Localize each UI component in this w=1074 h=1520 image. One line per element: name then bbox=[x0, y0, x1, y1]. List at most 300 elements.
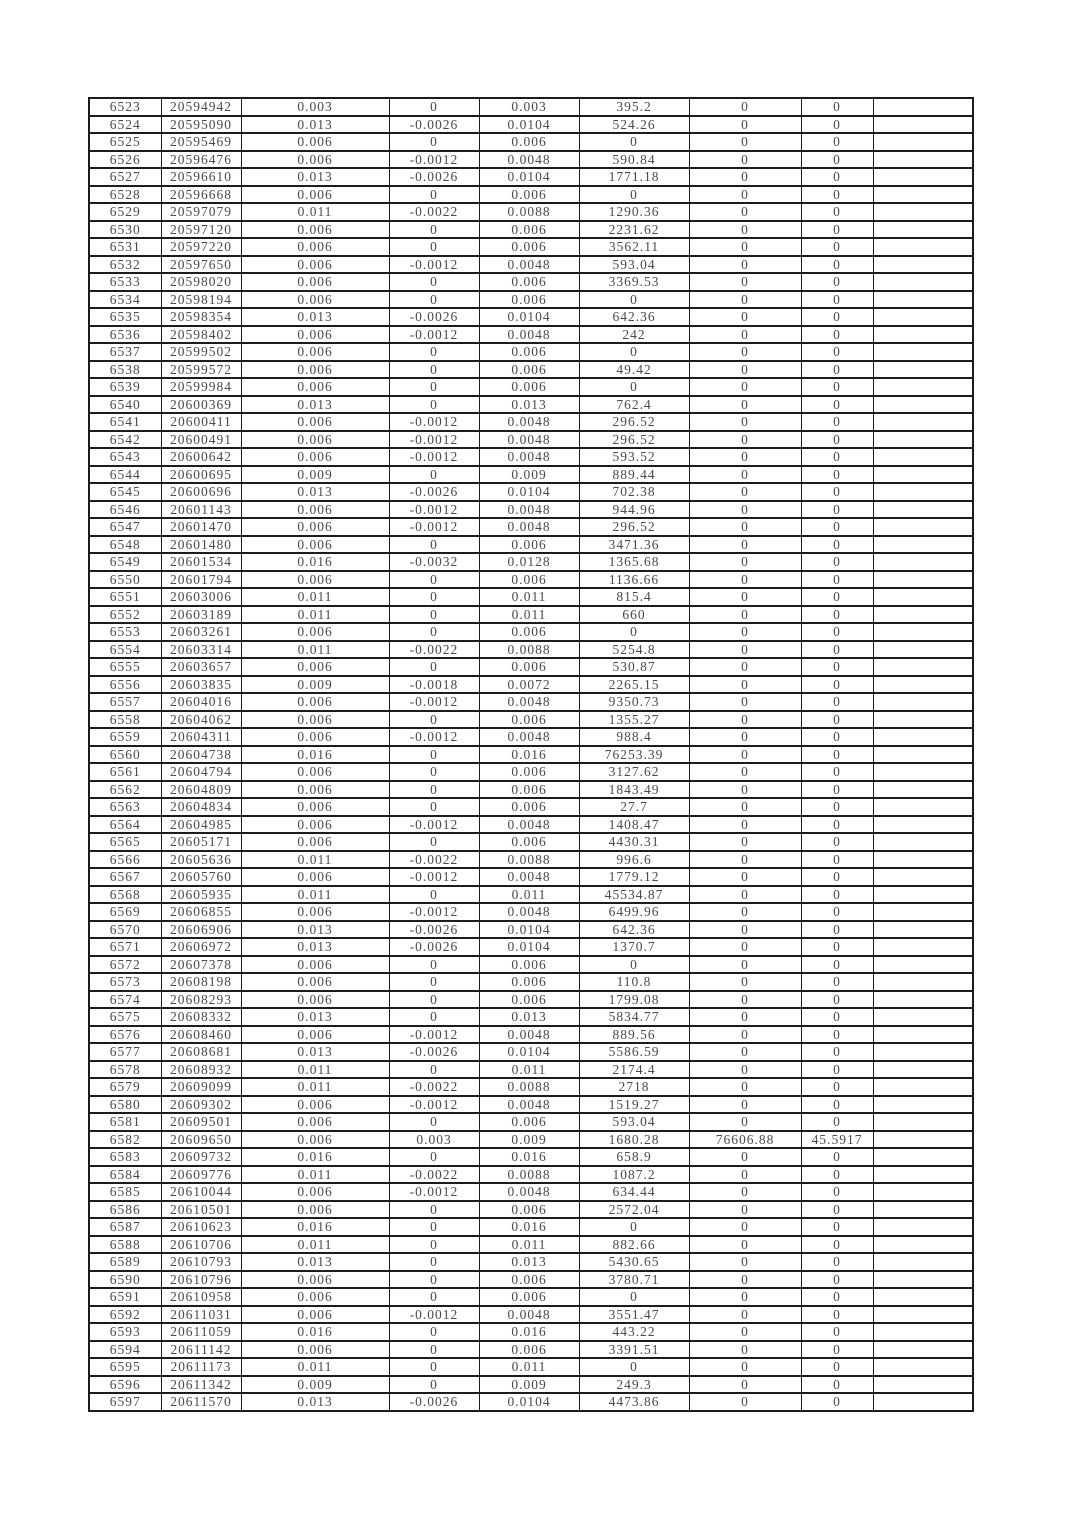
table-cell: 20610623 bbox=[161, 1218, 241, 1236]
table-cell: 0 bbox=[579, 291, 689, 309]
table-cell bbox=[873, 781, 973, 799]
table-cell: 20600696 bbox=[161, 483, 241, 501]
table-cell: 6573 bbox=[89, 973, 161, 991]
table-cell: 6531 bbox=[89, 238, 161, 256]
table-cell: 0 bbox=[689, 623, 801, 641]
table-row bbox=[89, 553, 973, 571]
table-cell: 2265.15 bbox=[579, 676, 689, 694]
table-cell: 0 bbox=[689, 658, 801, 676]
table-row bbox=[89, 1043, 973, 1061]
table-cell: 0 bbox=[389, 1288, 479, 1306]
table-cell: 6558 bbox=[89, 711, 161, 729]
table-cell: 0 bbox=[689, 308, 801, 326]
table-cell: 20608460 bbox=[161, 1026, 241, 1044]
table-cell: 0 bbox=[579, 343, 689, 361]
table-cell: 0.006 bbox=[241, 291, 389, 309]
table-cell bbox=[873, 851, 973, 869]
table-row bbox=[89, 203, 973, 221]
table-cell: -0.0026 bbox=[389, 938, 479, 956]
table-cell: 296.52 bbox=[579, 518, 689, 536]
table-row bbox=[89, 798, 973, 816]
table-cell: 0.006 bbox=[241, 238, 389, 256]
table-row bbox=[89, 1376, 973, 1394]
table-cell: 0.0048 bbox=[479, 868, 579, 886]
table-cell: 0.0048 bbox=[479, 903, 579, 921]
table-cell: 20598194 bbox=[161, 291, 241, 309]
table-cell: -0.0012 bbox=[389, 903, 479, 921]
table-cell: 20604794 bbox=[161, 763, 241, 781]
table-row bbox=[89, 816, 973, 834]
table-cell: 6556 bbox=[89, 676, 161, 694]
table-cell: 0 bbox=[689, 133, 801, 151]
table-cell: 20605760 bbox=[161, 868, 241, 886]
table-cell bbox=[873, 326, 973, 344]
table-cell: 0 bbox=[801, 1096, 873, 1114]
table-cell: 20600642 bbox=[161, 448, 241, 466]
table-cell: 0.011 bbox=[479, 1236, 579, 1254]
table-cell bbox=[873, 763, 973, 781]
table-cell: 0 bbox=[389, 781, 479, 799]
table-cell: 0 bbox=[689, 571, 801, 589]
table-cell: 2572.04 bbox=[579, 1201, 689, 1219]
table-cell: 0 bbox=[689, 431, 801, 449]
table-cell bbox=[873, 588, 973, 606]
table-cell: 0.011 bbox=[241, 1078, 389, 1096]
table-cell: 0.006 bbox=[241, 711, 389, 729]
table-cell: 0 bbox=[689, 903, 801, 921]
table-cell: 524.26 bbox=[579, 116, 689, 134]
table-cell: 889.56 bbox=[579, 1026, 689, 1044]
table-cell: 0 bbox=[389, 291, 479, 309]
table-row bbox=[89, 536, 973, 554]
table-cell: 0 bbox=[801, 1288, 873, 1306]
table-cell: -0.0012 bbox=[389, 501, 479, 519]
table-cell: 0.006 bbox=[479, 763, 579, 781]
table-cell: 0.006 bbox=[479, 1201, 579, 1219]
table-cell: 5586.59 bbox=[579, 1043, 689, 1061]
table-cell: 0 bbox=[579, 186, 689, 204]
table-cell: 20599572 bbox=[161, 361, 241, 379]
table-cell: 1779.12 bbox=[579, 868, 689, 886]
table-cell: 6575 bbox=[89, 1008, 161, 1026]
table-cell: 0.006 bbox=[241, 518, 389, 536]
table-cell: 0 bbox=[689, 1253, 801, 1271]
table-cell: 20598020 bbox=[161, 273, 241, 291]
table-cell: 20597079 bbox=[161, 203, 241, 221]
table-cell: 20601534 bbox=[161, 553, 241, 571]
table-cell: 0 bbox=[689, 1271, 801, 1289]
table-cell: 0 bbox=[689, 466, 801, 484]
table-cell: 0 bbox=[801, 308, 873, 326]
table-cell: 658.9 bbox=[579, 1148, 689, 1166]
table-cell: 0 bbox=[689, 98, 801, 116]
table-cell: 0.016 bbox=[241, 746, 389, 764]
table-cell: 0 bbox=[801, 956, 873, 974]
table-row bbox=[89, 676, 973, 694]
table-cell: 0 bbox=[689, 1026, 801, 1044]
table-cell bbox=[873, 1096, 973, 1114]
table-cell: 20596476 bbox=[161, 151, 241, 169]
table-row bbox=[89, 1358, 973, 1376]
table-cell: -0.0012 bbox=[389, 1026, 479, 1044]
table-cell: 0 bbox=[389, 606, 479, 624]
table-cell: 20600695 bbox=[161, 466, 241, 484]
table-cell: 0.006 bbox=[479, 781, 579, 799]
table-cell: 0.006 bbox=[241, 763, 389, 781]
table-cell: 0 bbox=[801, 746, 873, 764]
table-cell: 0 bbox=[689, 1358, 801, 1376]
table-row bbox=[89, 273, 973, 291]
table-cell: 6535 bbox=[89, 308, 161, 326]
table-cell: 0.006 bbox=[241, 378, 389, 396]
table-cell: 20608293 bbox=[161, 991, 241, 1009]
table-cell: 0.009 bbox=[241, 676, 389, 694]
table-cell: 1519.27 bbox=[579, 1096, 689, 1114]
table-cell: 6592 bbox=[89, 1306, 161, 1324]
table-cell: 0 bbox=[801, 203, 873, 221]
table-cell bbox=[873, 448, 973, 466]
table-cell: 0 bbox=[689, 1201, 801, 1219]
table-cell: 0 bbox=[801, 256, 873, 274]
table-cell: 0.006 bbox=[241, 728, 389, 746]
table-cell: 0 bbox=[801, 518, 873, 536]
table-cell: -0.0026 bbox=[389, 308, 479, 326]
table-cell: 0 bbox=[689, 186, 801, 204]
table-row bbox=[89, 483, 973, 501]
table-cell: 0 bbox=[801, 483, 873, 501]
table-cell bbox=[873, 1148, 973, 1166]
table-cell: 1355.27 bbox=[579, 711, 689, 729]
table-row bbox=[89, 956, 973, 974]
table-cell: 0 bbox=[801, 221, 873, 239]
table-cell: 20608198 bbox=[161, 973, 241, 991]
table-cell: 0 bbox=[689, 483, 801, 501]
table-cell: 0.006 bbox=[479, 273, 579, 291]
table-cell: 0 bbox=[689, 1183, 801, 1201]
table-cell: 0 bbox=[689, 1113, 801, 1131]
table-cell: 20603189 bbox=[161, 606, 241, 624]
table-cell: 6550 bbox=[89, 571, 161, 589]
table-cell: 0 bbox=[689, 1218, 801, 1236]
table-cell: 0 bbox=[689, 991, 801, 1009]
table-cell: 0.013 bbox=[241, 1043, 389, 1061]
table-cell: 6579 bbox=[89, 1078, 161, 1096]
table-cell: 0 bbox=[801, 991, 873, 1009]
table-cell: 6591 bbox=[89, 1288, 161, 1306]
table-cell: -0.0012 bbox=[389, 151, 479, 169]
table-cell: 0 bbox=[389, 1271, 479, 1289]
table-cell bbox=[873, 1253, 973, 1271]
table-cell: 0.006 bbox=[479, 711, 579, 729]
table-cell bbox=[873, 833, 973, 851]
table-cell: 0 bbox=[389, 238, 479, 256]
table-cell: 0 bbox=[689, 256, 801, 274]
table-cell: 0.011 bbox=[241, 1166, 389, 1184]
table-cell: 0.006 bbox=[241, 501, 389, 519]
table-cell: 0 bbox=[801, 343, 873, 361]
table-cell: -0.0032 bbox=[389, 553, 479, 571]
table-cell bbox=[873, 658, 973, 676]
table-row bbox=[89, 361, 973, 379]
table-row bbox=[89, 868, 973, 886]
table-cell: 76253.39 bbox=[579, 746, 689, 764]
table-cell: 0 bbox=[801, 396, 873, 414]
table-cell: 0.0104 bbox=[479, 483, 579, 501]
table-cell bbox=[873, 116, 973, 134]
table-cell: 0 bbox=[689, 413, 801, 431]
table-cell: 6581 bbox=[89, 1113, 161, 1131]
table-cell bbox=[873, 676, 973, 694]
table-cell: 0.006 bbox=[241, 1113, 389, 1131]
table-cell: 0 bbox=[801, 326, 873, 344]
table-cell bbox=[873, 1358, 973, 1376]
table-row bbox=[89, 291, 973, 309]
table-cell: 6524 bbox=[89, 116, 161, 134]
table-cell: 0 bbox=[389, 378, 479, 396]
table-cell: 0 bbox=[801, 868, 873, 886]
table-cell: 0 bbox=[689, 886, 801, 904]
table-cell: 0 bbox=[801, 273, 873, 291]
table-cell: 3471.36 bbox=[579, 536, 689, 554]
table-cell: 6580 bbox=[89, 1096, 161, 1114]
table-cell: 0 bbox=[801, 1148, 873, 1166]
table-cell: -0.0022 bbox=[389, 1078, 479, 1096]
table-cell: 0.0088 bbox=[479, 1078, 579, 1096]
table-cell: 702.38 bbox=[579, 483, 689, 501]
table-cell: 0.0048 bbox=[479, 413, 579, 431]
table-cell: 0 bbox=[689, 728, 801, 746]
table-cell: 0 bbox=[389, 536, 479, 554]
table-cell: 6583 bbox=[89, 1148, 161, 1166]
table-cell: 0.011 bbox=[241, 1061, 389, 1079]
table-cell: 0 bbox=[389, 1253, 479, 1271]
table-cell: 20611031 bbox=[161, 1306, 241, 1324]
table-cell: 1843.49 bbox=[579, 781, 689, 799]
table-cell: 20609776 bbox=[161, 1166, 241, 1184]
table-cell: 0 bbox=[801, 361, 873, 379]
table-cell: 20608332 bbox=[161, 1008, 241, 1026]
table-cell: 6499.96 bbox=[579, 903, 689, 921]
table-cell: 0.0104 bbox=[479, 938, 579, 956]
table-cell: 0.006 bbox=[241, 1288, 389, 1306]
table-cell: 6563 bbox=[89, 798, 161, 816]
table-cell: 20598402 bbox=[161, 326, 241, 344]
table-cell: 6544 bbox=[89, 466, 161, 484]
table-cell bbox=[873, 816, 973, 834]
table-cell: 1771.18 bbox=[579, 168, 689, 186]
table-cell: -0.0026 bbox=[389, 1043, 479, 1061]
table-cell: 0 bbox=[689, 1148, 801, 1166]
table-body bbox=[89, 98, 973, 1411]
table-cell: 0 bbox=[689, 343, 801, 361]
table-cell: 0 bbox=[389, 1218, 479, 1236]
table-cell: 0 bbox=[389, 623, 479, 641]
table-row bbox=[89, 168, 973, 186]
table-cell: 0.006 bbox=[479, 186, 579, 204]
table-cell bbox=[873, 378, 973, 396]
table-cell: 6590 bbox=[89, 1271, 161, 1289]
table-cell: 6572 bbox=[89, 956, 161, 974]
table-cell: 6530 bbox=[89, 221, 161, 239]
table-cell: 6534 bbox=[89, 291, 161, 309]
table-cell: 0 bbox=[389, 1358, 479, 1376]
table-cell bbox=[873, 1008, 973, 1026]
table-cell: 0.013 bbox=[241, 938, 389, 956]
table-cell: 0.0048 bbox=[479, 256, 579, 274]
table-cell bbox=[873, 571, 973, 589]
table-cell: 0.011 bbox=[241, 641, 389, 659]
table-cell: 0 bbox=[579, 1358, 689, 1376]
table-cell: 0 bbox=[689, 1008, 801, 1026]
table-cell: 0.0104 bbox=[479, 308, 579, 326]
table-cell: 20611142 bbox=[161, 1341, 241, 1359]
table-cell: 0.0088 bbox=[479, 641, 579, 659]
data-table bbox=[88, 97, 974, 1412]
table-cell: 0.006 bbox=[479, 833, 579, 851]
table-cell bbox=[873, 641, 973, 659]
table-cell: 49.42 bbox=[579, 361, 689, 379]
table-cell: 20600369 bbox=[161, 396, 241, 414]
table-cell: 0 bbox=[801, 1341, 873, 1359]
table-cell: 20606906 bbox=[161, 921, 241, 939]
table-cell: 0 bbox=[689, 326, 801, 344]
table-cell bbox=[873, 238, 973, 256]
table-cell: 6523 bbox=[89, 98, 161, 116]
table-cell: 0.0048 bbox=[479, 1026, 579, 1044]
table-cell bbox=[873, 168, 973, 186]
table-cell: 996.6 bbox=[579, 851, 689, 869]
table-cell bbox=[873, 151, 973, 169]
table-cell: 6560 bbox=[89, 746, 161, 764]
table-cell: 0 bbox=[801, 938, 873, 956]
table-cell: 0.0048 bbox=[479, 431, 579, 449]
table-cell: 0 bbox=[389, 746, 479, 764]
table-row bbox=[89, 886, 973, 904]
table-cell: 0 bbox=[579, 623, 689, 641]
table-cell: 593.04 bbox=[579, 256, 689, 274]
table-cell: 20609650 bbox=[161, 1131, 241, 1149]
table-cell bbox=[873, 1026, 973, 1044]
table-cell: 0.011 bbox=[241, 606, 389, 624]
table-cell: 45.5917 bbox=[801, 1131, 873, 1149]
table-cell: 0 bbox=[801, 1183, 873, 1201]
table-cell: 6545 bbox=[89, 483, 161, 501]
table-cell: 0.006 bbox=[479, 361, 579, 379]
table-cell: 0.006 bbox=[241, 623, 389, 641]
table-cell: 815.4 bbox=[579, 588, 689, 606]
table-row bbox=[89, 1253, 973, 1271]
table-cell: 0.006 bbox=[479, 956, 579, 974]
table-cell: 0 bbox=[689, 238, 801, 256]
table-cell: 0.016 bbox=[241, 553, 389, 571]
table-cell: 6588 bbox=[89, 1236, 161, 1254]
table-cell: 27.7 bbox=[579, 798, 689, 816]
table-cell: 1408.47 bbox=[579, 816, 689, 834]
table-cell: 0 bbox=[689, 378, 801, 396]
table-cell: 0 bbox=[689, 221, 801, 239]
table-cell: 0.011 bbox=[479, 588, 579, 606]
table-cell bbox=[873, 186, 973, 204]
table-cell: 0 bbox=[579, 1288, 689, 1306]
table-cell: 0 bbox=[389, 798, 479, 816]
table-cell: 0.013 bbox=[241, 1393, 389, 1411]
table-cell: 590.84 bbox=[579, 151, 689, 169]
table-cell: 6557 bbox=[89, 693, 161, 711]
table-cell: 6539 bbox=[89, 378, 161, 396]
table-cell: 6596 bbox=[89, 1376, 161, 1394]
table-cell: 6529 bbox=[89, 203, 161, 221]
table-cell: 20597120 bbox=[161, 221, 241, 239]
table-cell: 4473.86 bbox=[579, 1393, 689, 1411]
table-cell: 0.013 bbox=[479, 1253, 579, 1271]
table-cell: 6528 bbox=[89, 186, 161, 204]
table-cell: 20604738 bbox=[161, 746, 241, 764]
table-cell: 2174.4 bbox=[579, 1061, 689, 1079]
table-cell: 0.011 bbox=[241, 588, 389, 606]
table-cell: 0.006 bbox=[241, 361, 389, 379]
table-cell: 0.011 bbox=[479, 1358, 579, 1376]
table-cell: 6562 bbox=[89, 781, 161, 799]
table-cell: 0 bbox=[801, 151, 873, 169]
table-cell: 0 bbox=[389, 221, 479, 239]
table-cell: 0 bbox=[689, 361, 801, 379]
table-cell: 110.8 bbox=[579, 973, 689, 991]
table-cell: 6552 bbox=[89, 606, 161, 624]
table-cell: 0.006 bbox=[479, 991, 579, 1009]
table-cell: 1136.66 bbox=[579, 571, 689, 589]
table-cell: 0.006 bbox=[241, 693, 389, 711]
table-cell: 0 bbox=[801, 1218, 873, 1236]
table-cell: 593.52 bbox=[579, 448, 689, 466]
table-cell: 0.006 bbox=[241, 1183, 389, 1201]
table-cell bbox=[873, 343, 973, 361]
table-cell bbox=[873, 1393, 973, 1411]
table-cell: 0 bbox=[389, 98, 479, 116]
table-cell: 0.006 bbox=[241, 1096, 389, 1114]
table-cell: -0.0012 bbox=[389, 326, 479, 344]
table-cell: 20601480 bbox=[161, 536, 241, 554]
table-cell: 0 bbox=[801, 168, 873, 186]
table-cell bbox=[873, 1201, 973, 1219]
table-cell: 0.0128 bbox=[479, 553, 579, 571]
table-cell: 0 bbox=[801, 1306, 873, 1324]
table-cell bbox=[873, 1218, 973, 1236]
table-cell: 0.0048 bbox=[479, 326, 579, 344]
table-cell: 0 bbox=[689, 273, 801, 291]
table-cell: 0.006 bbox=[241, 658, 389, 676]
table-cell: 0.006 bbox=[241, 816, 389, 834]
table-cell: 6587 bbox=[89, 1218, 161, 1236]
table-row bbox=[89, 903, 973, 921]
table-cell: 0.006 bbox=[241, 1271, 389, 1289]
table-cell: 0.003 bbox=[389, 1131, 479, 1149]
table-cell: 6554 bbox=[89, 641, 161, 659]
table-cell bbox=[873, 413, 973, 431]
table-cell: 20611173 bbox=[161, 1358, 241, 1376]
table-row bbox=[89, 728, 973, 746]
table-row bbox=[89, 116, 973, 134]
table-cell: 6553 bbox=[89, 623, 161, 641]
table-row bbox=[89, 1078, 973, 1096]
table-row bbox=[89, 1236, 973, 1254]
table-cell: 0.003 bbox=[241, 98, 389, 116]
table-cell: 20603657 bbox=[161, 658, 241, 676]
table-cell: 6570 bbox=[89, 921, 161, 939]
table-cell: 0 bbox=[389, 273, 479, 291]
table-cell: 0 bbox=[801, 606, 873, 624]
table-row bbox=[89, 413, 973, 431]
table-cell: 0 bbox=[689, 553, 801, 571]
